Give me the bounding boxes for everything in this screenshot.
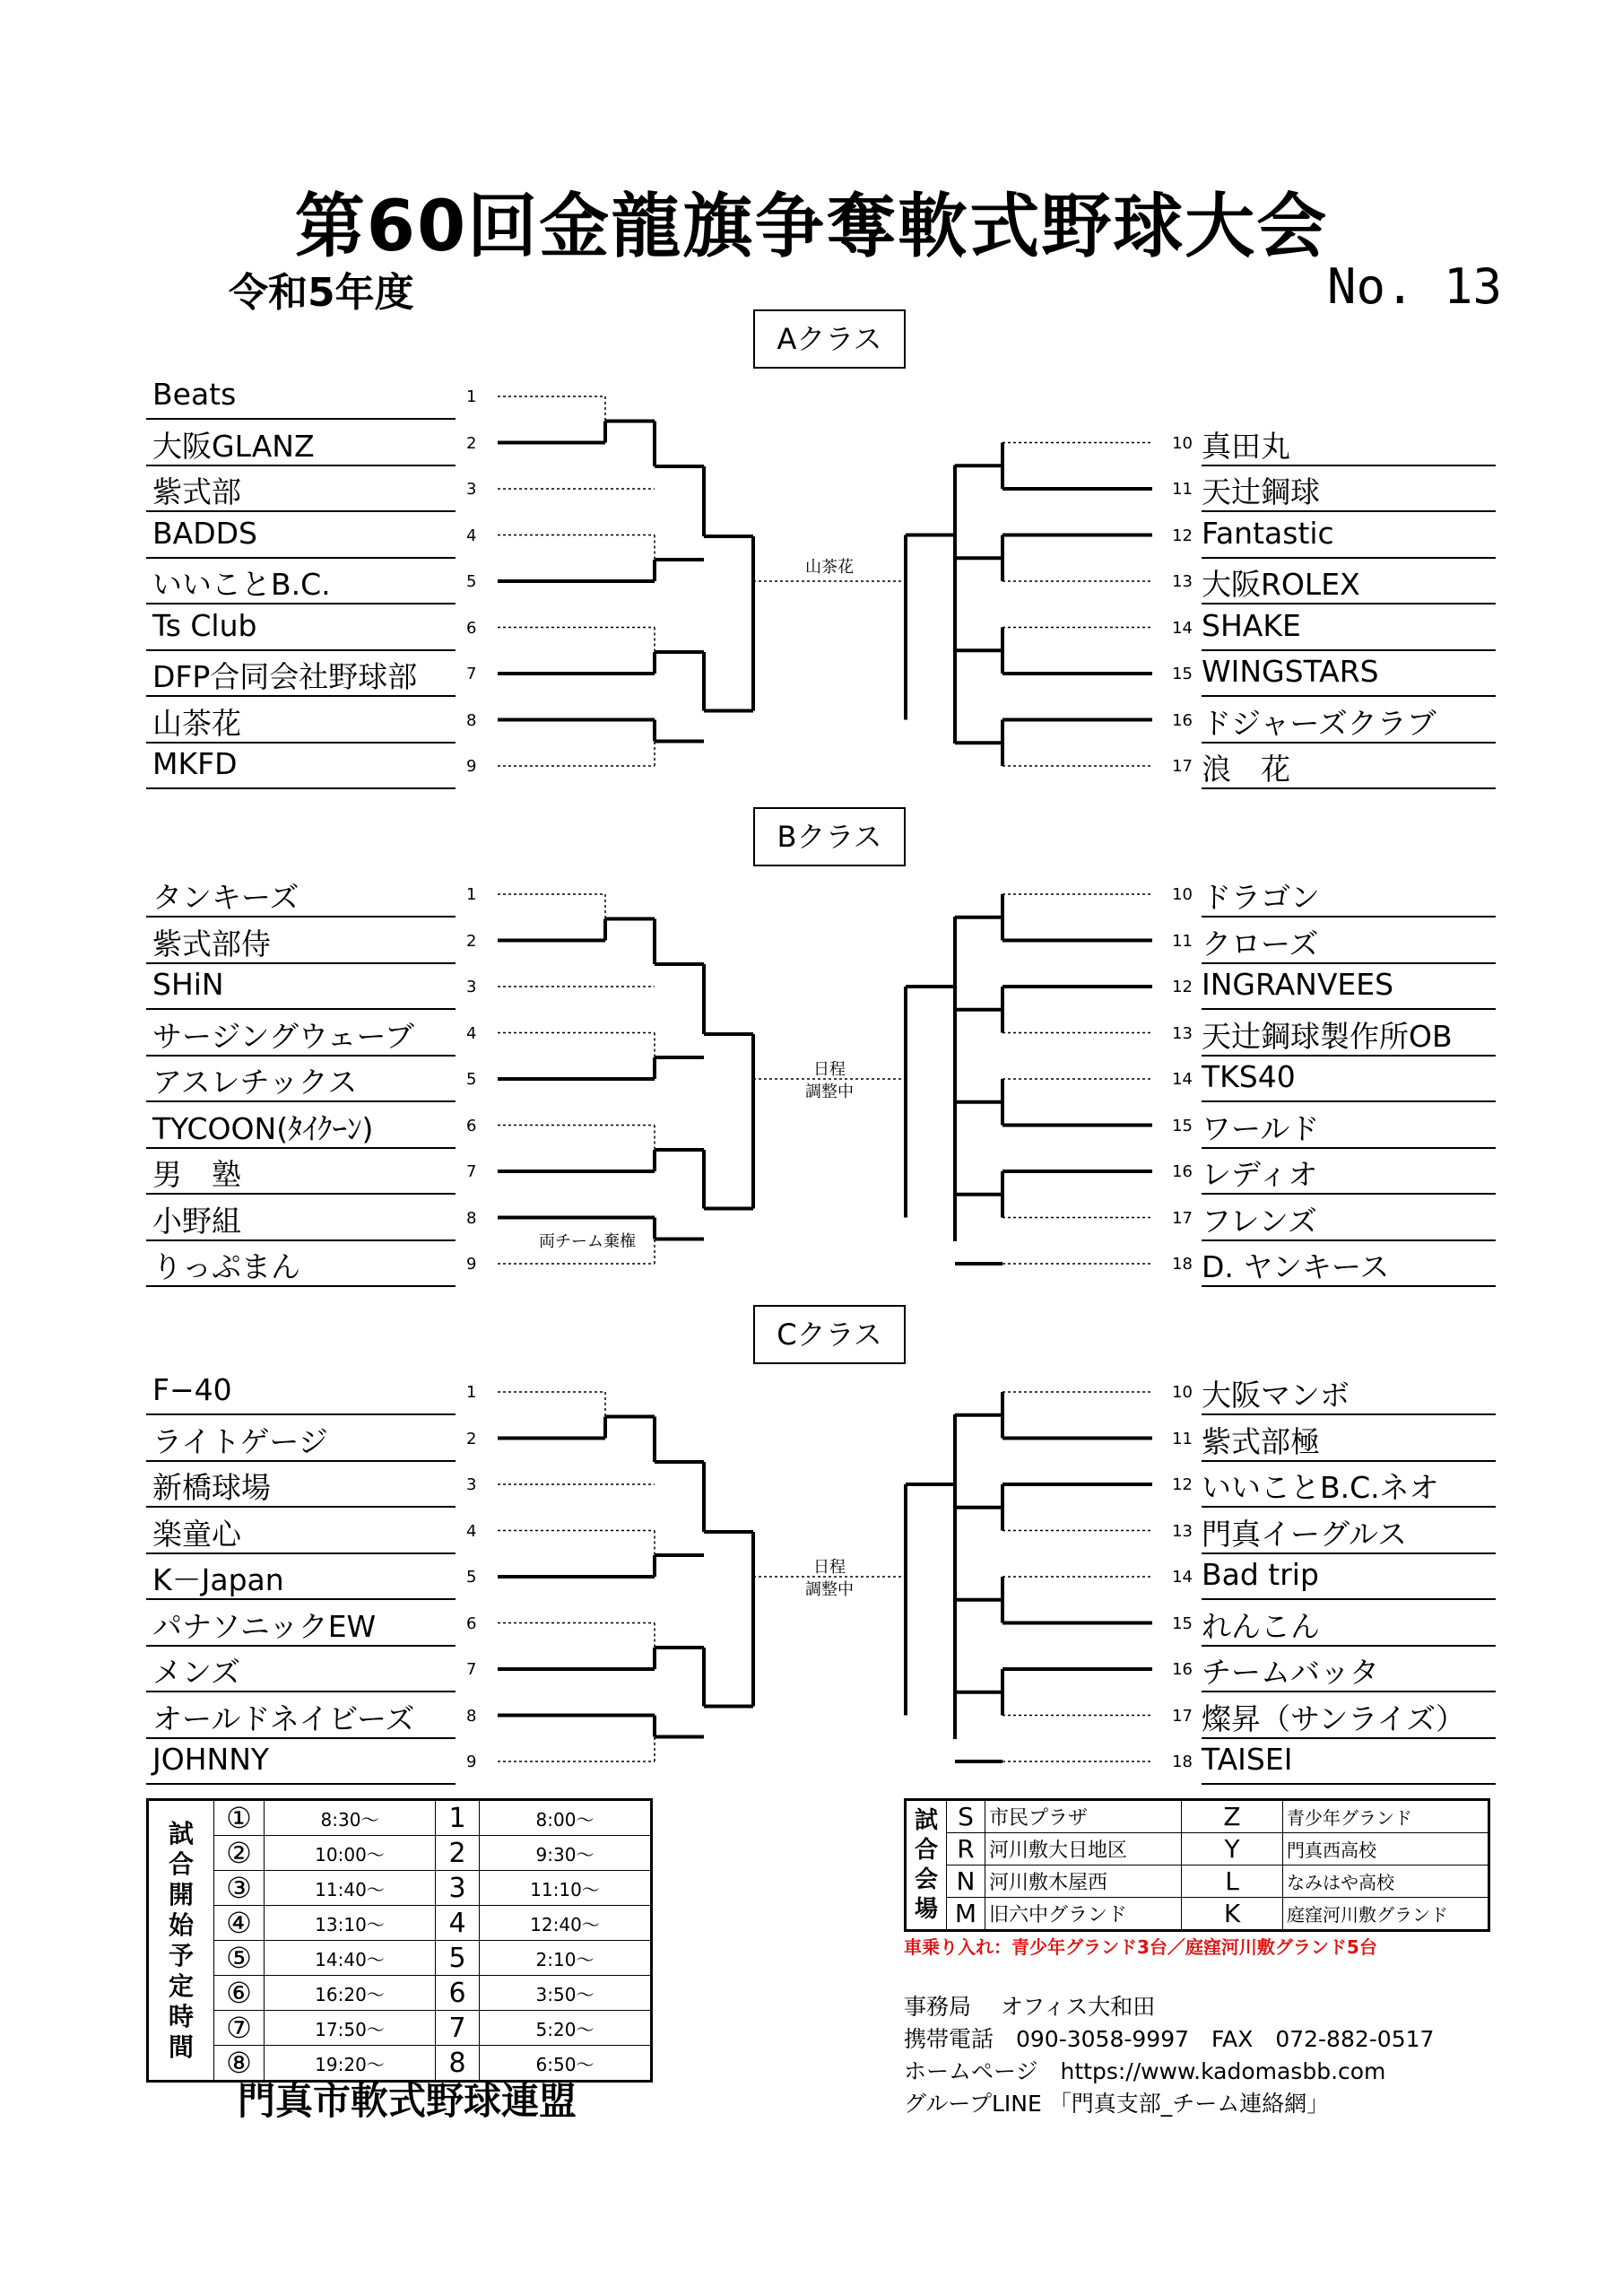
team-name: BADDS xyxy=(152,515,257,551)
schedule-time-b: 5:20～ xyxy=(480,2011,652,2046)
seed-number: 3 xyxy=(466,1475,477,1494)
class-a-center-note: 山茶花 xyxy=(805,558,854,577)
schedule-mark: ⑤ xyxy=(214,1941,265,1976)
team-name: 紫式部極 xyxy=(1202,1423,1320,1459)
venue-row xyxy=(906,1833,1489,1866)
venue-label-char: 会 xyxy=(914,1866,938,1893)
team-name: 天辻鋼球 xyxy=(1202,474,1320,509)
seed-number: 10 xyxy=(1172,885,1193,904)
schedule-label-char: 定 xyxy=(168,1970,194,2001)
seed-number: 1 xyxy=(466,387,477,406)
team-name: チームバッタ xyxy=(1202,1655,1379,1690)
schedule-mark: ⑥ xyxy=(214,1976,265,2011)
team-name: タンキーズ xyxy=(152,880,299,915)
venue-code: Y xyxy=(1182,1833,1283,1866)
seed-number: 17 xyxy=(1172,757,1193,776)
schedule-time-a: 19:20～ xyxy=(265,2046,436,2082)
schedule-label-char: 予 xyxy=(168,1940,194,1970)
venue-code: M xyxy=(947,1898,985,1931)
seed-number: 5 xyxy=(466,1070,477,1089)
seed-number: 1 xyxy=(466,1383,477,1402)
schedule-row xyxy=(148,1871,652,1906)
team-name: Fantastic xyxy=(1202,515,1334,551)
schedule-time-a: 11:40～ xyxy=(265,1871,436,1906)
schedule-time-a: 14:40～ xyxy=(265,1941,436,1976)
seed-number: 14 xyxy=(1172,1568,1193,1587)
venue-name: 河川敷大日地区 xyxy=(985,1833,1182,1866)
team-name: TAISEI xyxy=(1202,1742,1293,1777)
schedule-time-b: 3:50～ xyxy=(480,1976,652,2011)
seed-number: 7 xyxy=(466,1660,477,1679)
venue-label-char: 場 xyxy=(914,1895,938,1923)
schedule-num: 4 xyxy=(436,1906,480,1941)
schedule-mark: ② xyxy=(214,1836,265,1871)
schedule-time-b: 2:10～ xyxy=(480,1941,652,1976)
venue-name: 河川敷木屋西 xyxy=(985,1866,1182,1898)
parking-note: 車乗り入れ：青少年グランド3台／庭窪河川敷グランド5台 xyxy=(904,1936,1377,1958)
seed-number: 16 xyxy=(1172,1162,1193,1181)
team-name: DFP合同会社野球部 xyxy=(152,659,418,694)
schedule-row xyxy=(148,1800,652,1836)
schedule-mark: ① xyxy=(214,1800,265,1836)
schedule-label-char: 合 xyxy=(168,1848,194,1879)
seed-number: 9 xyxy=(466,757,477,776)
schedule-row xyxy=(148,1976,652,2011)
seed-number: 16 xyxy=(1172,710,1193,730)
venue-row xyxy=(906,1800,1489,1833)
seed-number: 6 xyxy=(466,618,477,638)
seed-number: 11 xyxy=(1172,1429,1193,1448)
team-name: 紫式部 xyxy=(152,474,241,509)
team-name: サージングウェーブ xyxy=(152,1018,414,1054)
seed-number: 10 xyxy=(1172,433,1193,453)
schedule-mark: ④ xyxy=(214,1906,265,1941)
team-name: 紫式部侍 xyxy=(152,926,271,961)
team-name: F−40 xyxy=(152,1372,232,1407)
seed-number: 9 xyxy=(466,1752,477,1771)
page-title: 第60回金龍旗争奪軟式野球大会 xyxy=(294,187,1329,267)
seed-number: 14 xyxy=(1172,618,1193,638)
schedule-time-b: 11:10～ xyxy=(480,1871,652,1906)
schedule-num: 7 xyxy=(436,2011,480,2046)
schedule-label-char: 間 xyxy=(168,2031,194,2062)
start-time-table xyxy=(146,1798,653,2083)
class-b-note-2: 調整中 xyxy=(805,1083,854,1101)
team-name: いいことB.C.ネオ xyxy=(1202,1470,1439,1505)
seed-number: 7 xyxy=(466,1162,477,1181)
seed-number: 3 xyxy=(466,480,477,499)
class-a-label: Aクラス xyxy=(753,309,906,369)
schedule-label-char: 始 xyxy=(168,1909,194,1940)
team-name: 小野組 xyxy=(152,1203,241,1239)
venue-code: Z xyxy=(1182,1800,1283,1833)
team-name: D. ヤンキース xyxy=(1202,1249,1390,1284)
seed-number: 17 xyxy=(1172,1208,1193,1228)
team-name: TYCOON(ﾀｲｸｰﾝ) xyxy=(152,1110,374,1146)
seed-number: 13 xyxy=(1172,572,1193,591)
seed-number: 18 xyxy=(1172,1255,1193,1274)
seed-number: 11 xyxy=(1172,931,1193,951)
schedule-num: 8 xyxy=(436,2046,480,2082)
team-name: 門真イーグルス xyxy=(1202,1516,1408,1552)
schedule-time-b: 9:30～ xyxy=(480,1836,652,1871)
team-name: パナソニックEW xyxy=(152,1608,377,1644)
team-name: 燦昇（サンライズ） xyxy=(1202,1700,1466,1736)
class-b-note-1: 日程 xyxy=(813,1060,846,1079)
class-c-note-2: 調整中 xyxy=(805,1580,854,1599)
venue-name: なみはや高校 xyxy=(1283,1866,1489,1898)
schedule-mark: ⑧ xyxy=(214,2046,265,2082)
seed-number: 6 xyxy=(466,1613,477,1633)
seed-number: 5 xyxy=(466,572,477,591)
seed-number: 8 xyxy=(466,1208,477,1228)
team-name: ライトゲージ xyxy=(152,1423,328,1459)
schedule-label xyxy=(148,1800,214,2082)
team-name: クローズ xyxy=(1202,926,1319,961)
seed-number: 5 xyxy=(466,1568,477,1587)
team-name: フレンズ xyxy=(1202,1203,1317,1239)
team-name: 大阪マンボ xyxy=(1202,1378,1350,1413)
venue-code: L xyxy=(1182,1866,1283,1898)
team-name: れんこん xyxy=(1202,1608,1320,1644)
schedule-label-char: 時 xyxy=(168,2001,194,2031)
contact-line: グループLINE 「門真支部_チーム連絡網」 xyxy=(904,2091,1330,2117)
seed-number: 13 xyxy=(1172,1521,1193,1541)
team-name: WINGSTARS xyxy=(1202,654,1379,689)
team-name: 大阪ROLEX xyxy=(1202,567,1360,602)
seed-number: 8 xyxy=(466,1706,477,1726)
venue-code: R xyxy=(947,1833,985,1866)
team-name: TKS40 xyxy=(1202,1059,1296,1094)
contact-homepage: ホームページ https://www.kadomasbb.com xyxy=(904,2058,1386,2084)
team-name: レディオ xyxy=(1202,1157,1318,1192)
team-name: りっぷまん xyxy=(152,1249,300,1284)
seed-number: 9 xyxy=(466,1255,477,1274)
schedule-time-a: 8:30～ xyxy=(265,1800,436,1836)
seed-number: 2 xyxy=(466,1429,477,1448)
team-name: SHAKE xyxy=(1202,607,1301,643)
seed-number: 11 xyxy=(1172,480,1193,499)
team-name: アスレチックス xyxy=(152,1065,358,1100)
seed-number: 12 xyxy=(1172,1475,1193,1494)
seed-number: 8 xyxy=(466,710,477,730)
team-name: Ts Club xyxy=(152,607,257,643)
team-name: K－Japan xyxy=(152,1562,284,1597)
venue-label xyxy=(906,1800,947,1931)
venue-code: N xyxy=(947,1866,985,1898)
schedule-label-char: 試 xyxy=(168,1818,194,1848)
contact-phone: 携帯電話 090-3058-9997 FAX 072-882-0517 xyxy=(904,2026,1435,2052)
seed-number: 1 xyxy=(466,885,477,904)
team-name: Bad trip xyxy=(1202,1557,1319,1592)
team-name: ワールド xyxy=(1202,1110,1320,1146)
era-label: 令和5年度 xyxy=(229,270,414,316)
schedule-mark: ⑦ xyxy=(214,2011,265,2046)
team-name: 真田丸 xyxy=(1202,428,1290,464)
venue-row xyxy=(906,1866,1489,1898)
schedule-num: 1 xyxy=(436,1800,480,1836)
seed-number: 18 xyxy=(1172,1752,1193,1771)
team-name: 山茶花 xyxy=(152,705,241,741)
schedule-time-a: 16:20～ xyxy=(265,1976,436,2011)
team-name: いいことB.C. xyxy=(152,567,331,602)
schedule-label-char: 開 xyxy=(168,1879,194,1909)
venue-name: 庭窪河川敷グランド xyxy=(1283,1898,1489,1931)
seed-number: 12 xyxy=(1172,978,1193,996)
seed-number: 15 xyxy=(1172,1116,1193,1135)
team-name: 浪 花 xyxy=(1202,752,1290,787)
venue-code: S xyxy=(947,1800,985,1833)
seed-number: 2 xyxy=(466,433,477,453)
schedule-time-a: 17:50～ xyxy=(265,2011,436,2046)
team-name: MKFD xyxy=(152,746,238,781)
forfeit-note: 両チーム棄権 xyxy=(539,1232,636,1251)
federation-name: 門真市軟式野球連盟 xyxy=(238,2079,577,2123)
venue-name: 市民プラザ xyxy=(985,1800,1182,1833)
team-name: SHiN xyxy=(152,967,224,1002)
schedule-time-b: 6:50～ xyxy=(480,2046,652,2082)
team-name: Beats xyxy=(152,377,237,412)
team-name: 男 塾 xyxy=(152,1157,241,1192)
schedule-num: 2 xyxy=(436,1836,480,1871)
seed-number: 15 xyxy=(1172,665,1193,683)
team-name: ドジャーズクラブ xyxy=(1202,705,1436,741)
seed-number: 3 xyxy=(466,978,477,996)
schedule-num: 5 xyxy=(436,1941,480,1976)
schedule-time-a: 13:10～ xyxy=(265,1906,436,1941)
seed-number: 17 xyxy=(1172,1706,1193,1726)
venue-code: K xyxy=(1182,1898,1283,1931)
seed-number: 15 xyxy=(1172,1613,1193,1633)
schedule-time-b: 8:00～ xyxy=(480,1800,652,1836)
seed-number: 13 xyxy=(1172,1023,1193,1043)
venue-label-char: 試 xyxy=(914,1806,938,1834)
seed-number: 4 xyxy=(466,1023,477,1043)
venue-name: 門真西高校 xyxy=(1283,1833,1489,1866)
schedule-mark: ③ xyxy=(214,1871,265,1906)
team-name: 大阪GLANZ xyxy=(152,428,315,464)
seed-number: 16 xyxy=(1172,1660,1193,1679)
seed-number: 7 xyxy=(466,665,477,683)
schedule-time-b: 12:40～ xyxy=(480,1906,652,1941)
class-b-label: Bクラス xyxy=(753,807,906,866)
seed-number: 10 xyxy=(1172,1383,1193,1402)
schedule-row xyxy=(148,1906,652,1941)
team-name: 天辻鋼球製作所OB xyxy=(1202,1018,1453,1054)
class-c-label: Cクラス xyxy=(753,1305,906,1364)
schedule-row xyxy=(148,1941,652,1976)
seed-number: 12 xyxy=(1172,526,1193,545)
team-name: 楽童心 xyxy=(152,1516,241,1552)
contact-office: 事務局 オフィス大和田 xyxy=(904,1994,1156,2020)
venue-name: 旧六中グランド xyxy=(985,1898,1182,1931)
team-name: ドラゴン xyxy=(1202,880,1320,915)
team-name: INGRANVEES xyxy=(1202,967,1394,1002)
document-number: No. 13 xyxy=(1327,258,1503,315)
team-name: メンズ xyxy=(152,1655,241,1690)
schedule-row xyxy=(148,2011,652,2046)
schedule-time-a: 10:00～ xyxy=(265,1836,436,1871)
team-name: オールドネイビーズ xyxy=(152,1700,415,1736)
seed-number: 4 xyxy=(466,1521,477,1541)
schedule-row xyxy=(148,1836,652,1871)
venue-row xyxy=(906,1898,1489,1931)
class-c-note-1: 日程 xyxy=(813,1558,846,1577)
seed-number: 6 xyxy=(466,1116,477,1135)
seed-number: 4 xyxy=(466,526,477,545)
venue-name: 青少年グランド xyxy=(1283,1800,1489,1833)
team-name: JOHNNY xyxy=(152,1742,270,1777)
seed-number: 2 xyxy=(466,931,477,951)
venue-table xyxy=(904,1798,1490,1932)
venue-label-char: 合 xyxy=(914,1836,938,1864)
team-name: 新橋球場 xyxy=(152,1470,271,1505)
seed-number: 14 xyxy=(1172,1070,1193,1089)
schedule-num: 3 xyxy=(436,1871,480,1906)
schedule-num: 6 xyxy=(436,1976,480,2011)
